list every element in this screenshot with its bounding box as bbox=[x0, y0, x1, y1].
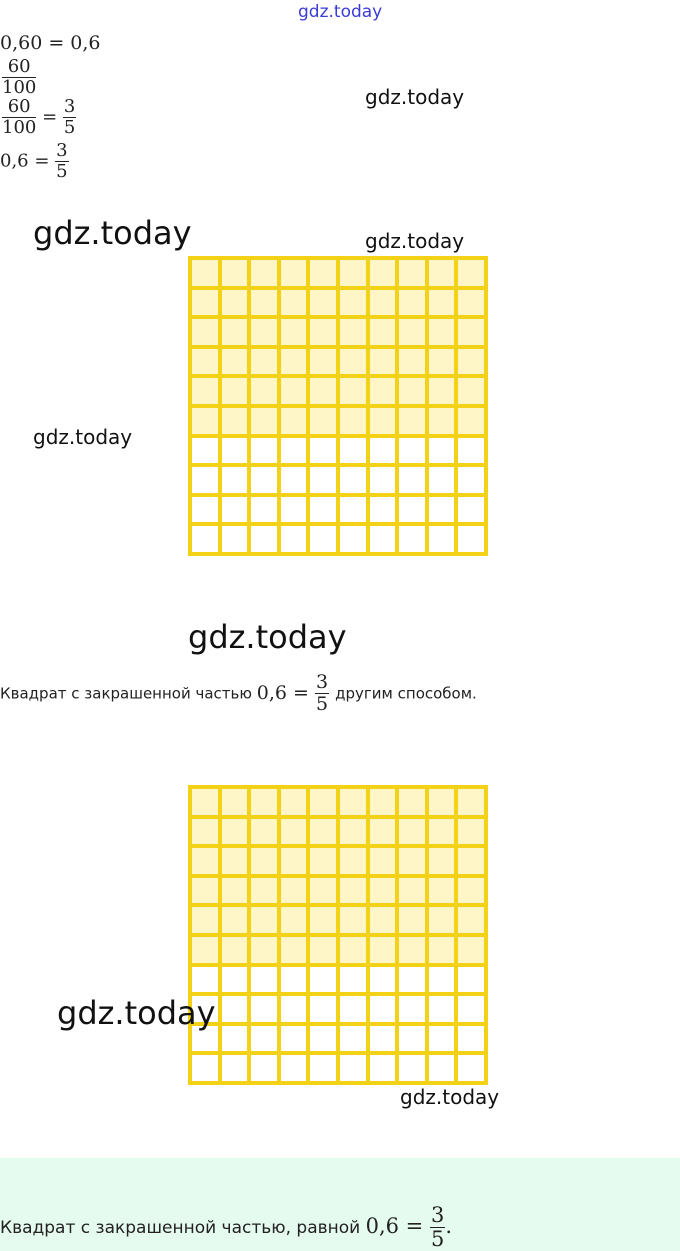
grid-cell-empty bbox=[220, 1053, 250, 1083]
grid-cell-filled bbox=[249, 846, 279, 876]
grid-cell-filled bbox=[220, 905, 250, 935]
answer-text bbox=[0, 1205, 452, 1250]
grid-cell-empty bbox=[427, 436, 457, 466]
hundred-square-grid bbox=[188, 256, 488, 556]
grid-cell-empty bbox=[190, 495, 220, 525]
grid-cell-filled bbox=[427, 288, 457, 318]
grid-cell-filled bbox=[279, 905, 309, 935]
grid-cell-empty bbox=[249, 465, 279, 495]
grid-cell-empty bbox=[456, 965, 486, 995]
grid-cell-filled bbox=[249, 258, 279, 288]
fraction-numerator: 3 bbox=[56, 140, 68, 161]
grid-cell-empty bbox=[397, 524, 427, 554]
grid-cell-filled bbox=[368, 905, 398, 935]
grid-cell-empty bbox=[279, 436, 309, 466]
grid-cell-empty bbox=[279, 1053, 309, 1083]
watermark-text: gdz.today bbox=[57, 994, 216, 1032]
grid-cell-empty bbox=[456, 465, 486, 495]
grid-cell-filled bbox=[308, 787, 338, 817]
grid-cell-filled bbox=[308, 935, 338, 965]
grid-cell-filled bbox=[190, 376, 220, 406]
grid-cell-empty bbox=[308, 524, 338, 554]
grid-cell-filled bbox=[397, 317, 427, 347]
grid-cell-filled bbox=[220, 846, 250, 876]
top-watermark: gdz.today bbox=[298, 2, 383, 22]
grid-cell-filled bbox=[249, 288, 279, 318]
grid-cell-empty bbox=[190, 965, 220, 995]
grid-cell-filled bbox=[249, 787, 279, 817]
grid-cell-empty bbox=[220, 465, 250, 495]
grid-cell-filled bbox=[338, 347, 368, 377]
grid-cell-empty bbox=[338, 524, 368, 554]
math-left: 0,6 = bbox=[365, 1214, 424, 1238]
grid-cell-filled bbox=[456, 935, 486, 965]
grid-cell-filled bbox=[338, 876, 368, 906]
grid-cell-empty bbox=[279, 965, 309, 995]
grid-cell-empty bbox=[427, 965, 457, 995]
hundred-square-grid bbox=[188, 785, 488, 1085]
grid-cell-empty bbox=[397, 965, 427, 995]
grid-cell-filled bbox=[220, 406, 250, 436]
grid-cell-filled bbox=[456, 347, 486, 377]
grid-cell-filled bbox=[308, 846, 338, 876]
grid-cell-filled bbox=[397, 406, 427, 436]
equation-line-1: 0,60 = 0,6 bbox=[0, 32, 101, 54]
paragraph-text: Квадрат с закрашенной частью bbox=[0, 684, 252, 703]
grid-cell-filled bbox=[249, 817, 279, 847]
paragraph-alternative-method bbox=[0, 673, 477, 714]
grid-cell-filled bbox=[397, 288, 427, 318]
grid-cell-filled bbox=[279, 258, 309, 288]
grid-cell-empty bbox=[397, 1024, 427, 1054]
grid-cell-empty bbox=[338, 495, 368, 525]
grid-cell-filled bbox=[427, 876, 457, 906]
grid-cell-filled bbox=[368, 876, 398, 906]
grid-cell-empty bbox=[308, 994, 338, 1024]
grid-cell-filled bbox=[338, 935, 368, 965]
grid-cell-filled bbox=[338, 317, 368, 347]
grid-cell-filled bbox=[279, 787, 309, 817]
grid-cell-filled bbox=[456, 846, 486, 876]
grid-cell-filled bbox=[368, 846, 398, 876]
grid-cell-filled bbox=[397, 905, 427, 935]
grid-cell-filled bbox=[368, 787, 398, 817]
grid-cell-filled bbox=[397, 258, 427, 288]
equation-left: 0,6 = bbox=[0, 150, 50, 172]
grid-cell-filled bbox=[308, 406, 338, 436]
grid-cell-filled bbox=[220, 935, 250, 965]
grid-cell-empty bbox=[338, 994, 368, 1024]
grid-cell-filled bbox=[338, 406, 368, 436]
answer-sentence: Квадрат с закрашенной частью, равной bbox=[0, 1218, 361, 1238]
grid-cell-filled bbox=[338, 817, 368, 847]
equals-sign: = bbox=[42, 106, 58, 128]
grid-cell-empty bbox=[427, 495, 457, 525]
grid-cell-empty bbox=[427, 1053, 457, 1083]
grid-cell-empty bbox=[190, 524, 220, 554]
grid-cell-filled bbox=[279, 876, 309, 906]
grid-cell-filled bbox=[220, 288, 250, 318]
grid-cell-empty bbox=[397, 465, 427, 495]
grid-cell-empty bbox=[190, 436, 220, 466]
equation-line-3 bbox=[2, 98, 76, 137]
watermark-text: gdz.today bbox=[188, 618, 347, 656]
grid-cell-empty bbox=[249, 524, 279, 554]
grid-cell-empty bbox=[308, 495, 338, 525]
grid-cell-filled bbox=[338, 846, 368, 876]
grid-cell-filled bbox=[308, 317, 338, 347]
grid-cell-filled bbox=[220, 347, 250, 377]
grid-cell-filled bbox=[279, 288, 309, 318]
grid-cell-empty bbox=[308, 1053, 338, 1083]
grid-cell-empty bbox=[190, 1053, 220, 1083]
grid-cell-filled bbox=[427, 846, 457, 876]
grid-cell-empty bbox=[249, 965, 279, 995]
grid-cell-filled bbox=[427, 787, 457, 817]
grid-cell-empty bbox=[368, 965, 398, 995]
grid-cell-empty bbox=[249, 1024, 279, 1054]
grid-cell-filled bbox=[190, 406, 220, 436]
grid-cell-empty bbox=[249, 495, 279, 525]
grid-cell-filled bbox=[308, 376, 338, 406]
grid-cell-filled bbox=[308, 817, 338, 847]
grid-cell-empty bbox=[368, 495, 398, 525]
answer-box bbox=[0, 1158, 680, 1251]
grid-cell-filled bbox=[249, 347, 279, 377]
grid-cell-filled bbox=[427, 817, 457, 847]
grid-cell-filled bbox=[338, 376, 368, 406]
grid-cell-filled bbox=[220, 817, 250, 847]
grid-cell-filled bbox=[308, 876, 338, 906]
grid-cell-filled bbox=[190, 876, 220, 906]
fraction-denominator: 5 bbox=[316, 693, 329, 715]
grid-cell-empty bbox=[368, 1024, 398, 1054]
grid-cell-filled bbox=[190, 317, 220, 347]
grid-cell-filled bbox=[279, 817, 309, 847]
grid-cell-empty bbox=[249, 994, 279, 1024]
watermark-text: gdz.today bbox=[33, 214, 192, 252]
grid-cell-empty bbox=[338, 1053, 368, 1083]
grid-cell-empty bbox=[456, 495, 486, 525]
equation-line-4 bbox=[0, 142, 69, 181]
grid-cell-empty bbox=[308, 436, 338, 466]
grid-cell-filled bbox=[368, 376, 398, 406]
grid-cell-filled bbox=[368, 317, 398, 347]
grid-cell-filled bbox=[279, 935, 309, 965]
grid-cell-filled bbox=[190, 817, 220, 847]
grid-cell-empty bbox=[456, 1053, 486, 1083]
grid-cell-empty bbox=[338, 1024, 368, 1054]
grid-cell-filled bbox=[279, 347, 309, 377]
grid-cell-filled bbox=[427, 258, 457, 288]
grid-cell-filled bbox=[279, 317, 309, 347]
grid-cell-filled bbox=[456, 406, 486, 436]
grid-cell-filled bbox=[190, 347, 220, 377]
fraction-denominator: 100 bbox=[2, 117, 37, 138]
grid-cell-filled bbox=[308, 258, 338, 288]
grid-cell-filled bbox=[220, 317, 250, 347]
grid-cell-filled bbox=[456, 905, 486, 935]
fraction-denominator: 5 bbox=[63, 117, 76, 138]
grid-cell-empty bbox=[220, 994, 250, 1024]
grid-cell-empty bbox=[368, 436, 398, 466]
grid-cell-filled bbox=[368, 406, 398, 436]
grid-cell-filled bbox=[456, 876, 486, 906]
grid-cell-filled bbox=[190, 846, 220, 876]
grid-cell-empty bbox=[427, 1024, 457, 1054]
grid-cell-filled bbox=[397, 376, 427, 406]
grid-cell-filled bbox=[190, 258, 220, 288]
grid-cell-filled bbox=[368, 935, 398, 965]
grid-cell-filled bbox=[308, 905, 338, 935]
grid-cell-filled bbox=[190, 935, 220, 965]
grid-cell-filled bbox=[427, 935, 457, 965]
grid-cell-filled bbox=[456, 376, 486, 406]
fraction-numerator: 60 bbox=[2, 58, 36, 78]
grid-cell-filled bbox=[338, 258, 368, 288]
grid-cell-filled bbox=[279, 376, 309, 406]
grid-cell-filled bbox=[249, 376, 279, 406]
grid-cell-empty bbox=[338, 436, 368, 466]
grid-cell-empty bbox=[220, 436, 250, 466]
grid-cell-empty bbox=[456, 524, 486, 554]
grid-cell-filled bbox=[397, 876, 427, 906]
fraction-numerator: 60 bbox=[2, 98, 36, 118]
fraction-numerator: 3 bbox=[316, 671, 329, 693]
grid-cell-filled bbox=[279, 406, 309, 436]
grid-cell-empty bbox=[368, 524, 398, 554]
grid-cell-filled bbox=[427, 406, 457, 436]
fraction-denominator: 5 bbox=[430, 1227, 445, 1251]
grid-cell-empty bbox=[368, 465, 398, 495]
grid-cell-filled bbox=[368, 347, 398, 377]
grid-cell-empty bbox=[456, 994, 486, 1024]
grid-cell-empty bbox=[397, 1053, 427, 1083]
grid-cell-filled bbox=[220, 258, 250, 288]
math-left: 0,6 = bbox=[256, 681, 309, 704]
grid-cell-filled bbox=[397, 787, 427, 817]
fraction-denominator: 5 bbox=[56, 161, 68, 182]
grid-cell-filled bbox=[220, 787, 250, 817]
watermark-text: gdz.today bbox=[365, 229, 465, 253]
grid-cell-empty bbox=[368, 994, 398, 1024]
watermark-text: gdz.today bbox=[33, 425, 133, 449]
grid-cell-filled bbox=[220, 376, 250, 406]
grid-cell-empty bbox=[456, 436, 486, 466]
grid-cell-filled bbox=[308, 288, 338, 318]
grid-cell-empty bbox=[368, 1053, 398, 1083]
grid-cell-filled bbox=[338, 288, 368, 318]
grid-cell-filled bbox=[249, 876, 279, 906]
grid-cell-empty bbox=[279, 1024, 309, 1054]
fraction-60-100 bbox=[2, 58, 36, 97]
grid-cell-filled bbox=[338, 905, 368, 935]
watermark-text: gdz.today bbox=[365, 85, 465, 109]
grid-cell-empty bbox=[249, 436, 279, 466]
paragraph-text: другим способом. bbox=[335, 684, 477, 703]
grid-cell-empty bbox=[427, 524, 457, 554]
grid-cell-empty bbox=[308, 465, 338, 495]
grid-cell-filled bbox=[249, 317, 279, 347]
grid-cell-filled bbox=[249, 905, 279, 935]
grid-cell-filled bbox=[220, 876, 250, 906]
grid-cell-empty bbox=[279, 994, 309, 1024]
grid-cell-filled bbox=[427, 347, 457, 377]
grid-cell-filled bbox=[427, 376, 457, 406]
grid-cell-filled bbox=[397, 935, 427, 965]
grid-cell-empty bbox=[190, 465, 220, 495]
grid-cell-filled bbox=[249, 935, 279, 965]
grid-cell-empty bbox=[338, 965, 368, 995]
period: . bbox=[445, 1214, 453, 1238]
grid-cell-empty bbox=[308, 965, 338, 995]
grid-cell-empty bbox=[220, 1024, 250, 1054]
grid-cell-empty bbox=[249, 1053, 279, 1083]
inline-math bbox=[256, 671, 335, 715]
grid-cell-empty bbox=[279, 524, 309, 554]
grid-cell-empty bbox=[220, 524, 250, 554]
grid-cell-filled bbox=[397, 817, 427, 847]
grid-cell-empty bbox=[338, 465, 368, 495]
grid-cell-filled bbox=[427, 317, 457, 347]
grid-cell-filled bbox=[190, 787, 220, 817]
grid-cell-filled bbox=[456, 258, 486, 288]
grid-cell-filled bbox=[249, 406, 279, 436]
fraction-numerator: 3 bbox=[63, 96, 76, 117]
grid-cell-filled bbox=[190, 288, 220, 318]
grid-cell-filled bbox=[456, 817, 486, 847]
grid-cell-empty bbox=[397, 495, 427, 525]
grid-cell-filled bbox=[456, 317, 486, 347]
grid-cell-filled bbox=[397, 347, 427, 377]
grid-cell-empty bbox=[220, 495, 250, 525]
grid-cell-filled bbox=[427, 905, 457, 935]
grid-cell-filled bbox=[190, 905, 220, 935]
inline-math bbox=[365, 1203, 453, 1251]
grid-cell-empty bbox=[427, 465, 457, 495]
grid-cell-filled bbox=[456, 288, 486, 318]
grid-cell-empty bbox=[279, 465, 309, 495]
grid-cell-filled bbox=[368, 817, 398, 847]
grid-cell-empty bbox=[456, 1024, 486, 1054]
fraction-numerator: 3 bbox=[430, 1203, 445, 1227]
grid-cell-filled bbox=[279, 846, 309, 876]
grid-cell-empty bbox=[308, 1024, 338, 1054]
grid-cell-filled bbox=[456, 787, 486, 817]
grid-cell-filled bbox=[338, 787, 368, 817]
grid-cell-filled bbox=[308, 347, 338, 377]
grid-cell-empty bbox=[220, 965, 250, 995]
grid-cell-empty bbox=[397, 436, 427, 466]
fraction-denominator: 100 bbox=[2, 77, 37, 98]
grid-cell-empty bbox=[427, 994, 457, 1024]
grid-cell-empty bbox=[279, 495, 309, 525]
grid-cell-filled bbox=[368, 288, 398, 318]
watermark-text: gdz.today bbox=[400, 1085, 500, 1109]
grid-cell-filled bbox=[397, 846, 427, 876]
grid-cell-empty bbox=[397, 994, 427, 1024]
grid-cell-filled bbox=[368, 258, 398, 288]
